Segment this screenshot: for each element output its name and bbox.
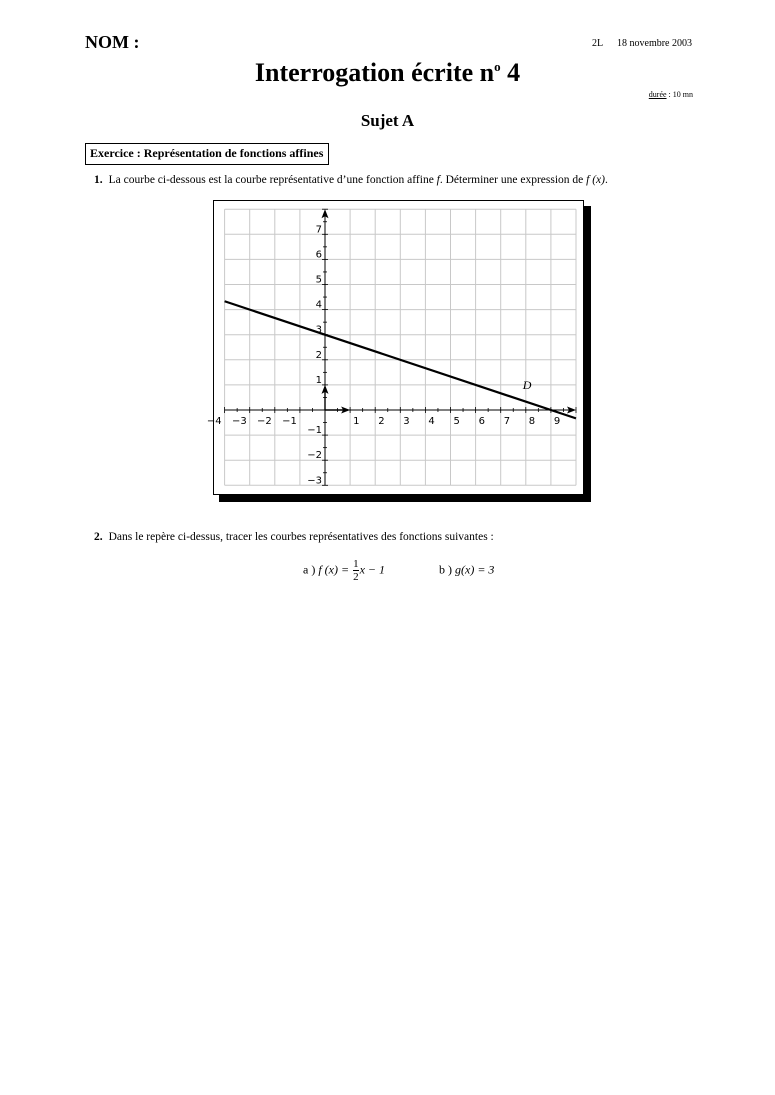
duration-key: durée (648, 90, 667, 99)
duration-label (649, 90, 693, 99)
formula-b-label: b ) (439, 562, 453, 577)
question-1-f: f (436, 174, 440, 186)
x-tick-label: 9 (553, 416, 561, 427)
x-tick-label: 6 (478, 416, 485, 427)
question-1-number: 1. (94, 174, 103, 186)
question-2 (94, 531, 494, 543)
y-tick-label: 2 (315, 349, 322, 361)
page-title (0, 58, 775, 88)
x-tick-label: 8 (528, 416, 536, 427)
line-D-label: D (522, 377, 532, 392)
y-tick-label: −3 (307, 475, 322, 487)
y-tick-label: −1 (307, 425, 322, 437)
x-tick-label: −4 (206, 416, 222, 427)
fraction-denominator: 2 (353, 571, 359, 583)
y-tick-label: 6 (315, 249, 322, 261)
question-2-number: 2. (94, 531, 103, 543)
fraction-numerator: 1 (353, 558, 359, 570)
formula-a-lhs: f (x) = (318, 562, 353, 577)
frame-border (214, 201, 584, 495)
formulas (303, 558, 494, 583)
x-tick-label: 7 (503, 416, 511, 427)
subject-title: Sujet A (360, 111, 415, 130)
x-tick-label: −1 (282, 416, 297, 427)
question-1-fx: f (x) (586, 174, 605, 186)
duration-value: : 10 mn (666, 90, 693, 99)
x-tick-label: 5 (453, 416, 460, 427)
question-1-text-c: . (604, 174, 608, 186)
formula-a-label: a ) (303, 562, 316, 577)
question-1-text-b: . Déterminer une expression de (439, 174, 587, 186)
class-label: 2L (592, 38, 604, 49)
question-1 (94, 174, 608, 186)
y-tick-label: −2 (307, 450, 322, 462)
x-tick-label: −2 (257, 416, 272, 427)
title-text: Interrogation écrite n (254, 58, 495, 87)
x-tick-label: 4 (428, 416, 435, 427)
question-2-text: Dans le repère ci-dessus, tracer les courbes représentatives des fonctions suivantes : (108, 531, 494, 543)
formula-a-rhs: x − 1 (359, 562, 386, 577)
y-tick-label: 5 (315, 274, 322, 286)
graph-svg (206, 200, 593, 504)
date-label: 18 novembre 2003 (617, 38, 692, 49)
name-label: NOM : (85, 32, 140, 52)
formula-a-fraction (353, 558, 359, 583)
x-tick-label: −3 (231, 416, 247, 427)
y-tick-label: 4 (315, 299, 322, 311)
y-tick-label: 3 (315, 324, 322, 336)
graph-figure (206, 200, 585, 496)
y-tick-label: 7 (315, 224, 322, 236)
title-superscript: o (494, 59, 501, 74)
y-tick-label: 1 (315, 374, 322, 386)
question-1-text-a: La courbe ci-dessous est la courbe représentative d’une fonction affine (108, 174, 437, 186)
x-tick-label: 1 (353, 416, 360, 427)
x-tick-label: 3 (403, 416, 410, 427)
formula-b-expr: g(x) = 3 (455, 562, 495, 577)
exercise-title-box: Exercice : Représentation de fonctions affines (85, 143, 329, 165)
title-number: 4 (507, 58, 521, 87)
x-tick-label: 2 (378, 416, 385, 427)
